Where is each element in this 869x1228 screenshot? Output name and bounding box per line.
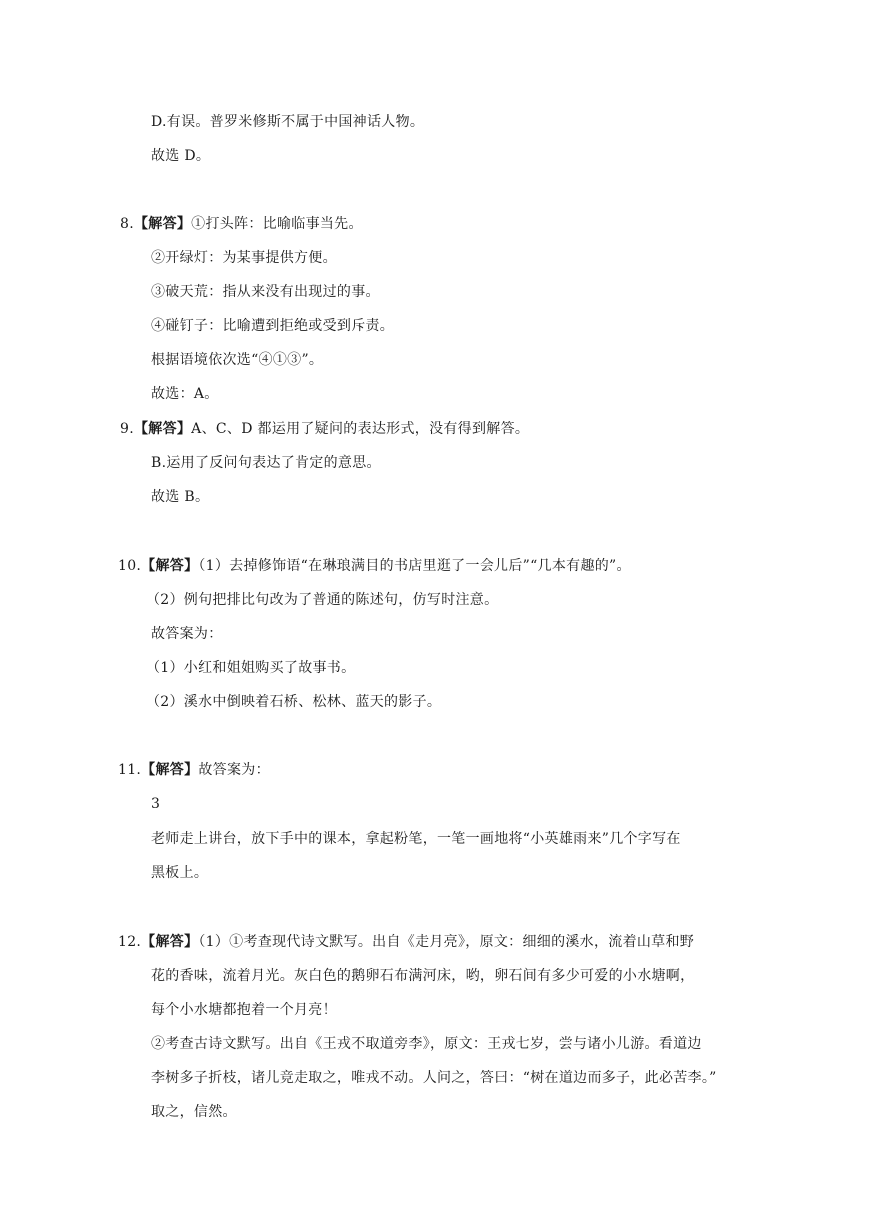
q10-tag: 【解答】 bbox=[141, 558, 199, 574]
q12-number: 12. bbox=[118, 934, 142, 950]
q7-answer: 故选 D。 bbox=[151, 148, 211, 164]
q11-heading bbox=[118, 760, 270, 780]
q8-line5: 根据语境依次选“④①③”。 bbox=[151, 352, 324, 368]
q12-line3: 每个小水塘都抱着一个月亮！ bbox=[151, 1002, 337, 1018]
q11-number: 11. bbox=[118, 762, 142, 778]
q10-line1: （1）去掉修饰语“在琳琅满目的书店里逛了一会儿后”“几本有趣的”。 bbox=[198, 558, 631, 574]
q9-line1: A、C、D 都运用了疑问的表达形式，没有得到解答。 bbox=[191, 421, 530, 437]
q9-number: 9. bbox=[120, 421, 134, 437]
q10-number: 10. bbox=[118, 558, 142, 574]
q8-tag: 【解答】 bbox=[133, 216, 192, 232]
q8-line1: ①打头阵：比喻临事当先。 bbox=[191, 216, 363, 232]
q9-heading bbox=[120, 419, 529, 439]
q10-line4: （1）小红和姐姐购买了故事书。 bbox=[146, 660, 356, 676]
q7-option-d: D.有误。普罗米修斯不属于中国神话人物。 bbox=[151, 114, 425, 130]
q12-line6: 取之，信然。 bbox=[151, 1104, 237, 1120]
q10-line5: （2）溪水中倒映着石桥、松林、蓝天的影子。 bbox=[146, 694, 442, 710]
q9-tag: 【解答】 bbox=[133, 421, 192, 437]
q10-heading bbox=[118, 556, 631, 576]
q8-line4: ④碰钉子：比喻遭到拒绝或受到斥责。 bbox=[151, 318, 395, 334]
q11-line3: 老师走上讲台，放下手中的课本，拿起粉笔，一笔一画地将“小英雄雨来”几个字写在 bbox=[151, 831, 681, 847]
q12-line5: 李树多子折枝，诸儿竞走取之，唯戎不动。人问之，答曰：“树在道边而多子，此必苦李。” bbox=[151, 1070, 717, 1086]
q8-heading bbox=[120, 214, 363, 234]
q12-line4: ②考查古诗文默写。出自《王戎不取道旁李》，原文：王戎七岁，尝与诸小儿游。看道边 bbox=[151, 1036, 702, 1052]
q11-line2: 3 bbox=[151, 796, 161, 812]
q10-line3: 故答案为： bbox=[151, 626, 223, 642]
q12-tag: 【解答】 bbox=[141, 934, 199, 950]
q9-answer: 故选 B。 bbox=[151, 489, 210, 505]
q11-line1: 故答案为： bbox=[198, 762, 270, 778]
q8-answer: 故选：A。 bbox=[151, 386, 219, 402]
q8-line3: ③破天荒：指从来没有出现过的事。 bbox=[151, 284, 380, 300]
q11-line4: 黑板上。 bbox=[151, 865, 209, 881]
q10-line2: （2）例句把排比句改为了普通的陈述句，仿写时注意。 bbox=[146, 592, 499, 608]
q12-heading bbox=[118, 932, 694, 952]
q8-number: 8. bbox=[120, 216, 134, 232]
q12-line1: （1）①考查现代诗文默写。出自《走月亮》，原文：细细的溪水，流着山草和野 bbox=[198, 934, 695, 950]
q11-tag: 【解答】 bbox=[141, 762, 199, 778]
q12-line2: 花的香味，流着月光。灰白色的鹅卵石布满河床，哟，卵石间有多少可爱的小水塘啊， bbox=[151, 968, 695, 984]
q8-line2: ②开绿灯：为某事提供方便。 bbox=[151, 250, 337, 266]
q9-line2: B.运用了反问句表达了肯定的意思。 bbox=[151, 455, 381, 471]
